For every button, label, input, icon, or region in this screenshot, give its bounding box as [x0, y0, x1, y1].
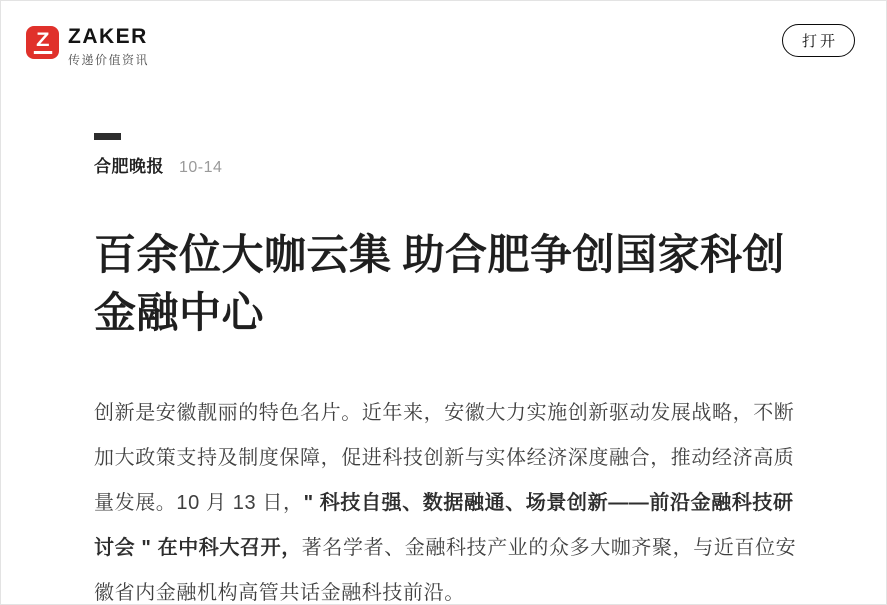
- brand-tagline: 传递价值资讯: [68, 53, 150, 68]
- brand-name: ZAKER: [68, 25, 148, 48]
- zaker-logo[interactable]: [26, 26, 149, 68]
- source-name[interactable]: 合肥晚报: [94, 157, 164, 176]
- publish-date: 10-14: [179, 159, 223, 176]
- paragraph-bold-text: " 科技自强、数据融通、场景创新——前沿金融科技研讨会 " 在中科大召开，: [94, 492, 794, 559]
- article-paragraph: [94, 391, 801, 605]
- zaker-z-letter: Z: [34, 31, 52, 54]
- article-title: 百余位大咖云集 助合肥争创国家科创金融中心: [94, 233, 786, 337]
- paragraph-text-2: 著名学者、金融科技产业的众多大咖齐聚，与近百位安徽省内金融机构高管共话金融科技前沿。: [94, 537, 797, 604]
- zaker-z-icon: [26, 26, 59, 59]
- byline: [94, 152, 801, 177]
- article-content: [94, 133, 801, 605]
- logo-text-block: [68, 26, 149, 68]
- header-bar: [1, 1, 886, 68]
- paragraph-text-1: 创新是安徽靓丽的特色名片。近年来，安徽大力实施创新驱动发展战略，不断加大政策支持及制度保障，促进科技创新与实体经济深度融合，推动经济高质量发展。10 月 13 日，: [94, 402, 795, 514]
- section-dash: [94, 133, 121, 140]
- open-app-button[interactable]: 打开: [782, 24, 855, 57]
